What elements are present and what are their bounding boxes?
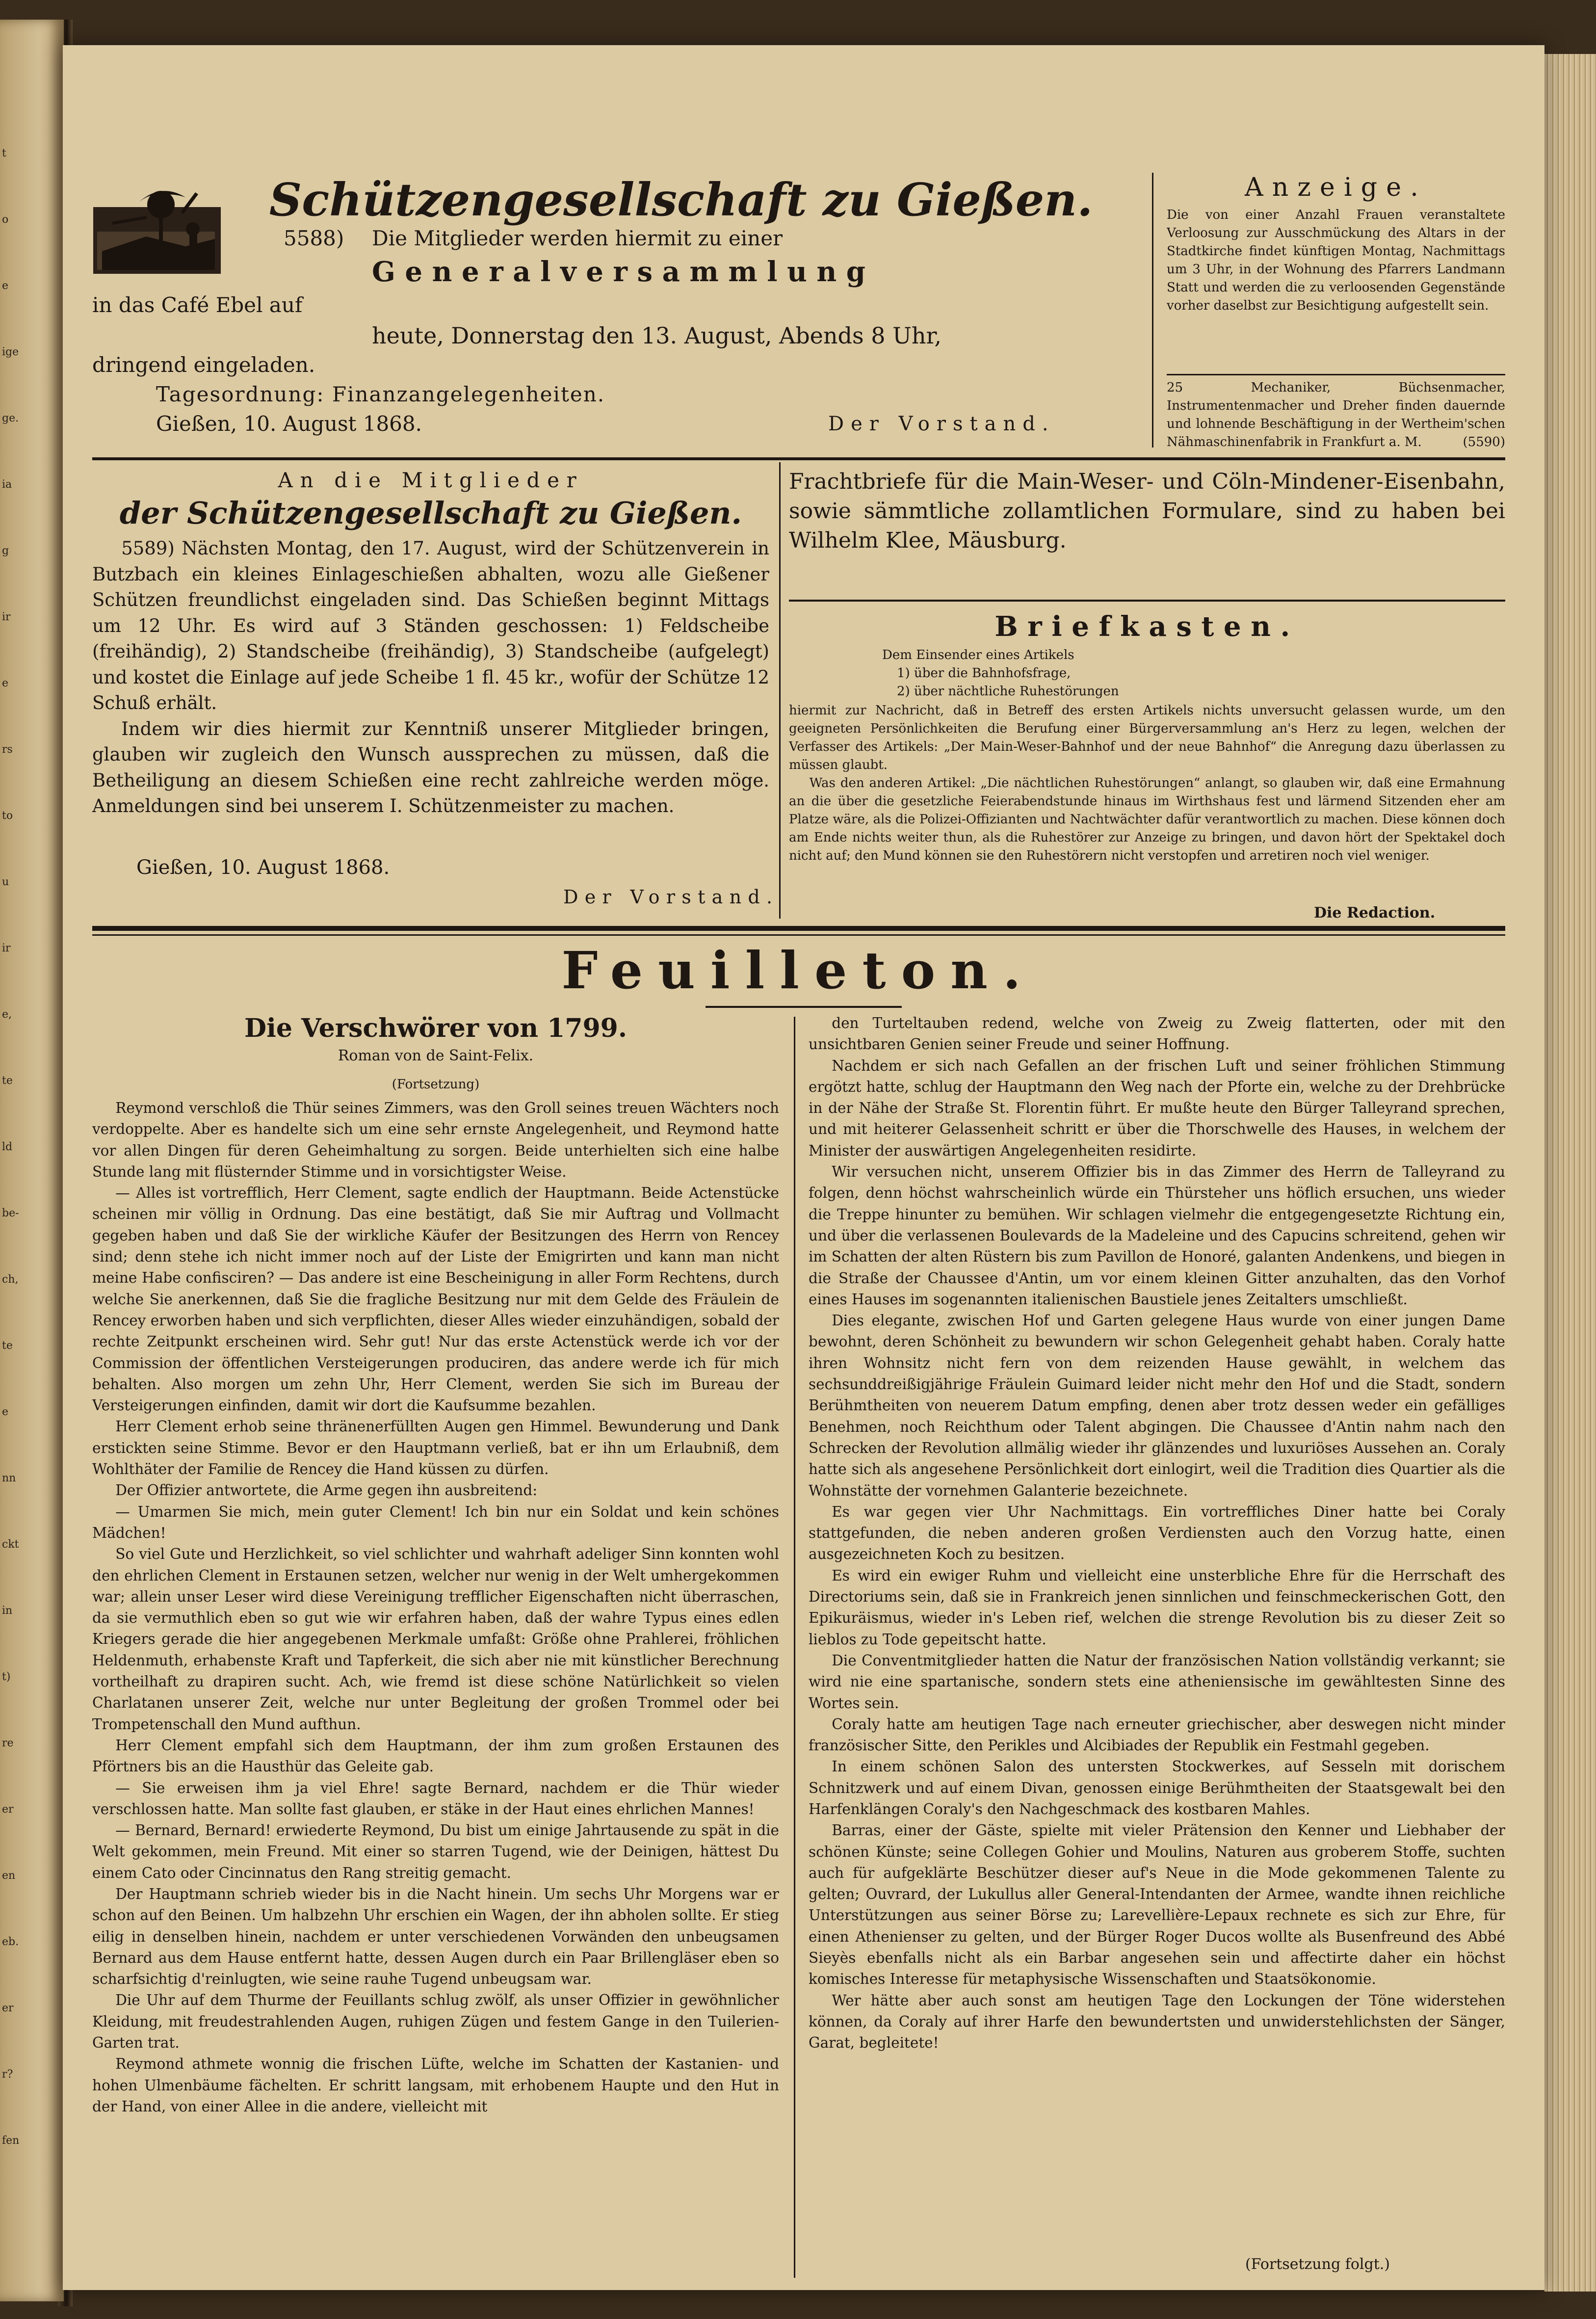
notice2-paragraph: 5589) Nächsten Montag, den 17. August, wird der Schützenverein in Butzbach ein kleines Einlageschießen abhalten, wozu alle Gießener Schützen freundlichst eingeladen sind. Das Schießen beginnt Mittags um 12 Uhr. Es wird auf 3 Ständen geschossen: 1) Feldscheibe (freihändig), 2) Standscheibe (freihändig), 3) Standscheibe (aufgelegt) und kostet die Einlage auf jede Scheibe 1 fl. 45 kr., wofür der Schütze 12 Schuß erhält. [92,538,769,713]
shooting-club-emblem-icon [92,178,222,276]
edge-fragment: fen [2,2135,20,2147]
notice2-date: Gießen, 10. August 1868. [136,856,390,879]
edge-fragment: e [2,1406,9,1418]
assembly-heading: Generalversammlung [372,256,875,288]
story-paragraph: Nachdem er sich nach Gefallen an der frischen Luft und seiner fröhlichen Stimmung ergötzt hatte, schlug der Hauptmann den Weg nach der Pforte ein, welche zu der Drehbrücke in der Nähe der Straße St. Florentin führt. Er mußte heute den Bürger Talleyrand sprechen, und mit heiterer Gelassenheit schritt er über die Thorschwelle des Hauses, in welchem der Minister der auswärtigen Angelegenheiten residirte. [809,1057,1505,1159]
newspaper-page [63,45,1544,2290]
story-paragraph: In einem schönen Salon des untersten Stockwerkes, auf Sesseln mit dorischem Schnitzwerk und auf einem Divan, genossen einige Berühmtheiten der Staatsgewalt bei den Harfenklängen Coraly's den Nachgeschmack des kostbaren Mahles. [809,1758,1505,1818]
edge-fragment: eb. [2,1936,19,1948]
story-paragraph: Barras, einer der Gäste, spielte mit vieler Prätension den Kenner und Liebhaber der schönen Künste; seine Collegen Gohier und Moulins, Naturen aus groberem Stoffe, suchten auch für aufgeklärte Beschützer dieser auf's Neue in die Mode gekommenen Talente zu gelten; Ouvrard, der Lukullus aller General-Intendanten der Armee, wandte ihnen reichliche Unterstützungen aus seiner Börse zu; Larevellière-Lepaux rechnete es sich zur Ehre, für einen Athenienser zu gelten, und der Bürger Roger Ducos wollte als Busenfreund des Abbé Sieyès ebenfalls nicht als ein Barbar angesehen sein und affectirte daher ein höchst komisches Interesse für metaphysische Wissenschaften und Staatsökonomie. [809,1822,1505,1988]
edge-fragment: be- [2,1207,19,1219]
story-paragraph: Reymond athmete wonnig die frischen Lüfte, welche im Schatten der Kastanien- und hohen Ulmenbäume fächelten. Er schritt langsam, mit erhobenem Haupte und den Hut in der Hand, von einer Allee in die andere, vielleicht mit [92,2055,779,2115]
notice2-paragraph: Indem wir dies hiermit zur Kenntniß unserer Mitglieder bringen, glauben wir zugleich den Wunsch aussprechen zu müssen, daß die Betheiligung an diesem Schießen eine recht zahlreiche werden möge. Anmeldungen sind bei unserem I. Schützenmeister zu machen. [92,718,769,817]
briefkasten-title: Briefkasten. [994,610,1300,643]
edge-fragment: ckt [2,1538,19,1551]
story-paragraph: den Turteltauben redend, welche von Zweig zu Zweig flatterten, oder mit den unsichtbaren Genien seiner Freude und seiner Hoffnung. [809,1015,1505,1053]
previous-page-edge [0,20,64,2301]
story-paragraph: Die Uhr auf dem Thurme der Feuillants schlug zwölf, als unser Offizier in gewöhnlicher Kleidung, mit freudestrahlenden Augen, ruhigen Zügen und festem Gange in den Tuilerien-Garten trat. [92,1992,779,2052]
briefkasten-item: 2) über nächtliche Ruhestörungen [897,684,1119,699]
edge-fragment: er [2,1803,14,1816]
edge-fragment: o [2,213,9,226]
edge-fragment: rs [2,743,13,756]
continued-note: (Fortsetzung folgt.) [1245,2256,1390,2273]
story-paragraph: Herr Clement erhob seine thränenerfüllten Augen gen Himmel. Bewunderung und Dank erstickten seine Stimme. Bevor er den Hauptmann verließ, bat er ihn um Erlaubniß, dem Wohlthäter der Familie de Rencey die Hand küssen zu dürfen. [92,1418,779,1478]
book-page-edges [1544,54,1596,2292]
edge-fragment: te [2,1340,13,1352]
column-divider [794,1017,795,2278]
story-paragraph: Der Offizier antwortete, die Arme gegen ihn ausbreitend: [115,1482,538,1499]
story-paragraph: Es wird ein ewiger Ruhm und vielleicht eine unsterbliche Ehre für die Herrschaft des Directoriums sein, daß sie in Frankreich jenen sinnlichen und feinschmeckerischen Gott, den Epikuräismus, wieder in's Leben rief, welchen die strenge Revolution bis zu dieser Zeit so lieblos zu Tode gepeitscht hatte. [809,1567,1505,1648]
story-paragraph: Der Hauptmann schrieb wieder bis in die Nacht hinein. Um sechs Uhr Morgens war er schon auf den Beinen. Um halbzehn Uhr erschien ein Wagen, der ihn abholen sollte. Er stieg eilig in denselben hinein, nachdem er unter verschiedenen Vorwänden den unbeugsamen Bernard aus dem Hause entfernt hatte, dessen Augen durch ein Paar Brillengläser eben so scharfsichtig d'reinlugten, wie seine rauhe Tugend unbeugsam war. [92,1885,779,1988]
story-paragraph: Reymond verschloß die Thür seines Zimmers, was den Groll seines treuen Wächters noch verdoppelte. Aber es handelte sich um eine sehr ernste Angelegenheit, und Reymond hatte vor allen Dingen für deren Geheimhaltung zu sorgen. Beide unterhielten sich eine halbe Stunde lang mit flüsternder Stimme und in vorsichtigster Weise. [92,1100,779,1180]
story-paragraph: — Umarmen Sie mich, mein guter Clement! Ich bin nur ein Soldat und kein schönes Mädchen! [92,1503,779,1541]
edge-fragment: u [2,876,9,888]
edge-fragment: g [2,545,9,557]
edge-fragment: nn [2,1472,16,1484]
notice-text: in das Café Ebel auf [92,293,303,317]
notice-text: Die Mitglieder werden hiermit zu einer [372,226,783,250]
edge-fragment: e [2,677,9,689]
edge-fragment: r? [2,2068,13,2081]
story-continued: (Fortsetzung) [392,1077,480,1092]
edge-fragment: ge. [2,412,19,424]
notice-agenda: Tagesordnung: Finanzangelegenheiten. [156,382,605,406]
edge-fragment: e [2,280,9,292]
story-column-right [809,1013,1505,2240]
edge-fragment: re [2,1737,14,1749]
story-paragraph: Coraly hatte am heutigen Tage nach erneuter griechischer, aber deswegen nicht minder französischer Sitte, den Perikles und Alcibiades der Republik ein Festmahl gegeben. [809,1715,1505,1754]
fracht-ad: Frachtbriefe für die Main-Weser- und Cöln-Mindener-Eisenbahn, sowie sämmtliche zollamtlichen Formulare, sind zu haben bei Wilhelm Klee, Mäusburg. [789,469,1505,553]
column-divider [779,462,781,919]
story-paragraph: Wir versuchen nicht, unserem Offizier bis in das Zimmer des Herrn de Talleyrand zu folgen, denn höchst wahrscheinlich würde ein Thürsteher uns höflich ersuchen, uns wieder die Treppe hinunter zu bemühen. Wir schlagen vielmehr die entgegengesetzte Richtung ein, und über die verlassenen Boulevards de la Madeleine und des Capucins schreitend, gehen wir im Schatten der alten Rüstern bis zum Pavillon de Honoré, galanten Andenkens, und biegen in die Straße der Chaussee d'Antin, um vor einem kleinen Gitter anzuhalten, das den Vorhof eines Hauses im sogenannten italienischen Baustiele jenes Zeitalters umschließt. [809,1163,1505,1308]
column-divider [1152,173,1153,448]
feuilleton-title: Feuilleton. [561,940,1036,1001]
notice2-head: An die Mitglieder [278,468,584,492]
divider [789,600,1505,602]
edge-fragment: ir [2,942,11,954]
story-paragraph: — Sie erweisen ihm ja viel Ehre! sagte Bernard, nachdem er die Thür wieder verschlossen hatte. Man sollte fast glauben, er stäke in der Haut eines ehrlichen Mannes! [92,1779,779,1818]
story-title: Die Verschwörer von 1799. [244,1013,627,1043]
edge-fragment: to [2,810,13,822]
notice2-body [92,536,769,845]
anzeige-text: Die von einer Anzahl Frauen veranstaltete Verloosung zur Ausschmückung des Altars in der Stadtkirche findet künftigen Montag, Nachmittags um 3 Uhr, in der Wohnung des Pfarrers Landmann Statt und werden die zu verloosenden Gegenstände vorher daselbst zur Besichtigung aufgestellt sein. [1167,208,1505,313]
edge-fragment: ch, [2,1273,19,1286]
story-paragraph: Wer hätte aber auch sonst am heutigen Tage den Lockungen der Töne widerstehen können, da Coraly auf ihrer Harfe den bewundertsten und unwiderstehlichsten der Sänger, Garat, begleitete! [809,1992,1505,2052]
edge-fragment: ld [2,1141,13,1153]
briefkasten-item: 1) über die Bahnhofsfrage, [897,666,1071,681]
story-paragraph: Die Conventmitglieder hatten die Natur der französischen Nation vollständig verkannt; sie wird nie eine spartanische, sondern stets eine atheniensische im gewähltesten Sinne des Wortes sein. [809,1652,1505,1712]
notice-date: Gießen, 10. August 1868. [156,412,422,436]
story-column-left [92,1098,779,2278]
notice2-signature: Der Vorstand. [563,886,779,908]
section-rule-thick [92,926,1505,931]
story-paragraph: Es war gegen vier Uhr Nachmittags. Ein vortreffliches Diner hatte bei Coraly stattgefunden, die neben anderen großen Verdiensten auch den Vorzug hatte, einen ausgezeichneten Koch zu besitzen. [809,1503,1505,1563]
mechanic-ad-text: 25 Mechaniker, Büchsenmacher, Instrumentenmacher und Dreher finden dauernde und lohnende Beschäftigung in der Wertheim'schen Nähmaschinenfabrik in Frankfurt a. M. [1167,380,1505,449]
edge-fragment: te [2,1075,13,1087]
notice-signature: Der Vorstand. [828,413,1055,435]
briefkasten-body [789,702,1505,908]
notice-number: 5588) [284,226,344,250]
story-paragraph: Herr Clement empfahl sich dem Hauptmann, der ihm zum großen Erstaunen des Pförtners bis an die Hausthür das Geleite gab. [92,1737,779,1775]
story-paragraph: So viel Gute und Herzlichkeit, so viel schlichter und wahrhaft adeliger Sinn konnten wohl den ehrlichen Clement in Erstaunen setzen, welcher nur wenig in der Welt umhergekommen war; allein unser Leser wird diese Vereinigung trefflicher Eigenschaften nicht überraschen, da sie vermuthlich eben so gut wie wir erfahren haben, daß der wahre Typus eines edlen Kriegers gerade die hier angegebenen Merkmale umfaßt: Größe ohne Prahlerei, fröhlichen Heldenmuth, erhabenste Kraft und Tapferkeit, die sich aber nie mit künstlicher Berechnung vortheilhaft zu drapiren sucht. Ach, wie fremd ist diese schöne Natürlichkeit so vielen Charlatanen unserer Zeit, welche nur unter Begleitung der großen Trommel oder bei Trompetenschall den Mund aufthun. [92,1546,779,1733]
edge-fragment: ige [2,346,19,358]
notice-date-time: heute, Donnerstag den 13. August, Abends 8 Uhr, [372,322,942,349]
title-underline [706,1006,902,1008]
edge-fragment: t) [2,1671,11,1683]
edge-fragment: ia [2,478,12,491]
edge-fragment: t [2,147,6,159]
briefkasten-paragraph: Was den anderen Artikel: „Die nächtlichen Ruhestörungen“ anlangt, so glauben wir, daß eine Ermahnung an die über die gesetzliche Feierabendstunde hinaus im Wirthshaus fest und lärmend Sitzenden eher am Platze wäre, als die Polizei-Offizianten und Nachtwächter dafür verantwortlich zu machen. Diese können doch am Ende nichts weiter thun, als die Ruhestörer zur Anzeige zu bringen, und davon hört der Spektakel doch nicht auf; den Mund können sie den Ruhestörern nicht verstopfen und arretiren noch viel weniger. [789,776,1505,863]
ad-number: (5590) [1463,435,1505,449]
story-paragraph: — Alles ist vortrefflich, Herr Clement, sagte endlich der Hauptmann. Beide Actenstücke scheinen mir völlig in Ordnung. Das eine bestätigt, daß Sie mir Auftrag und Vollmacht gegeben haben und daß Sie der wirkliche Käufer der Besitzungen des Herrn von Rencey sind; denn stehe ich nicht immer noch auf der Liste der Emigrirten und kann man nicht meine Habe confisciren? — Das andere ist eine Bescheinigung in aller Form Rechtens, durch welche Sie anerkennen, daß Sie die fragliche Besitzung nur mit dem Gelde des Fräulein de Rencey erworben haben und sich verpflichten, dieser Alles wieder einzuhändigen, sobald der rechte Zeitpunkt erscheinen wird. Sehr gut! Nur das erste Actenstück werde ich vor der Commission der öffentlichen Versteigerungen produciren, das andere werde ich für mich behalten. Also morgen um zehn Uhr, Herr Clement, werden Sie sich im Bureau der Versteigerungen einfinden, damit wir dort die Kaufsumme bezahlen. [92,1185,779,1414]
story-subtitle: Roman von de Saint-Felix. [338,1047,534,1064]
briefkasten-paragraph: hiermit zur Nachricht, daß in Betreff des ersten Artikels nichts unversucht gelassen wurde, um den geeigneten Persönlichkeiten die Berufung einer Bürgerversammlung an's Herz zu legen, welchen der Verfasser des Artikels: „Der Main-Weser-Bahnhof und der neue Bahnhof“ die Anregung dazu überlassen zu müssen glaubt. [789,703,1505,772]
story-paragraph: — Bernard, Bernard! erwiederte Reymond, Du bist um einige Jahrtausende zu spät in die Welt gekommen, mein Freund. Mit einer so starren Tugend, wie der Deinigen, hättest Du einem Cato oder Cincinnatus den Rang streitig gemacht. [92,1822,779,1881]
edge-fragment: in [2,1605,13,1617]
divider [1167,374,1505,375]
edge-fragment: e, [2,1008,12,1021]
notice-title: Schützengesellschaft zu Gießen. [269,173,1093,226]
notice2-title: der Schützengesellschaft zu Gießen. [119,495,742,531]
mechanic-ad [1167,379,1505,451]
notice-text: dringend eingeladen. [92,353,315,377]
edge-fragment: ir [2,611,11,623]
section-rule [92,457,1505,460]
edge-fragment: er [2,2002,14,2014]
briefkasten-intro: Dem Einsender eines Artikels [882,648,1074,662]
briefkasten-signature: Die Redaction. [1314,904,1436,922]
anzeige-title: Anzeige. [1244,173,1428,202]
edge-fragment: en [2,1870,16,1882]
section-rule-thin [92,934,1505,936]
story-paragraph: Dies elegante, zwischen Hof und Garten gelegene Haus wurde von einer jungen Dame bewohnt, deren Schönheit zu bewundern wir schon Gelegenheit gehabt haben. Coraly hatte ihren Wohnsitz nicht fern von dem reizenden Hause gewählt, in welchem das sechsunddreißigjährige Fräulein Guimard leider nicht mehr den Hof und die Stadt, sondern Berühmtheiten von neuerem Datum empfing, denen aber trotz dessen weder ein gefälliges Benehmen, noch Reichthum oder Talent abgingen. Die Chaussee d'Antin nahm nach den Schrecken der Revolution allmälig wieder ihr glänzendes und luxuriöses Aussehen an. Coraly hatte sich als angesehene Persönlichkeit dort einlogirt, weil die Tradition dies Quartier als die Wohnstätte der vornehmen Galanterie bezeichnete. [809,1312,1505,1499]
